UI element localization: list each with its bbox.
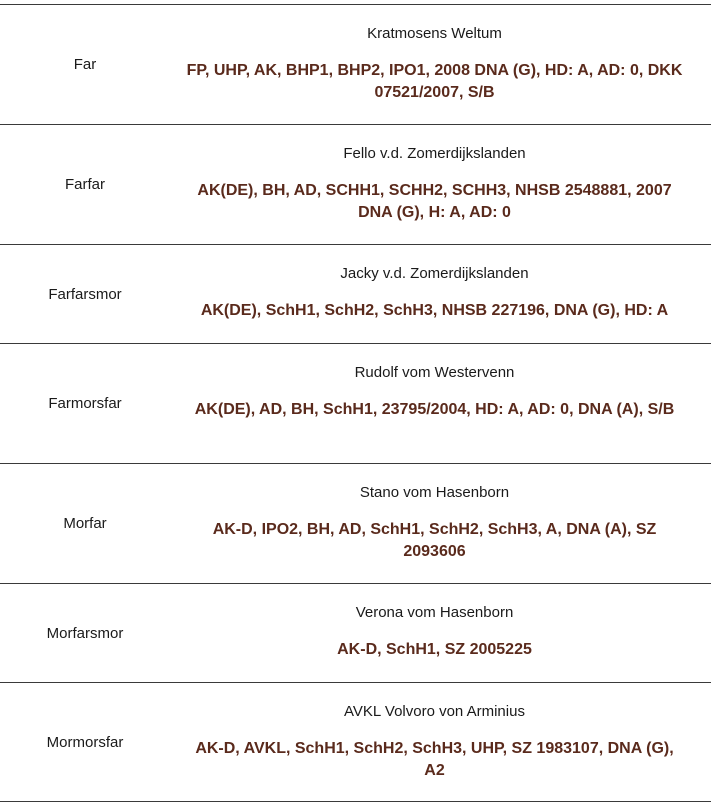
relation-label: Farfar — [64, 176, 105, 193]
relation-label: Morfar — [63, 515, 107, 532]
dog-name: Stano vom Hasenborn — [359, 484, 510, 501]
dog-name: Rudolf vom Westervenn — [354, 364, 515, 381]
dog-details — [170, 245, 711, 343]
dog-details — [170, 464, 711, 583]
dog-details — [170, 584, 711, 682]
dog-titles: AK-D, AVKL, SchH1, SchH2, SchH3, UHP, SZ 1983107, DNA (G), A2 — [195, 740, 674, 779]
dog-titles: FP, UHP, AK, BHP1, BHP2, IPO1, 2008 DNA (G), HD: A, AD: 0, DKK 07521/2007, S/B — [186, 62, 683, 101]
dog-details — [170, 125, 711, 244]
dog-titles: AK-D, IPO2, BH, AD, SchH1, SchH2, SchH3, A, DNA (A), SZ 2093606 — [212, 521, 657, 560]
table-row — [0, 583, 711, 682]
relation-label: Farmorsfar — [48, 395, 122, 412]
dog-details — [170, 683, 711, 801]
dog-details — [170, 344, 711, 463]
dog-name: Jacky v.d. Zomerdijkslanden — [340, 265, 529, 282]
dog-name: Verona vom Hasenborn — [355, 604, 514, 621]
table-row — [0, 124, 711, 244]
dog-details — [170, 5, 711, 124]
table-row — [0, 4, 711, 124]
relation-label: Far — [73, 56, 97, 73]
dog-name: AVKL Volvoro von Arminius — [344, 703, 525, 720]
dog-titles: AK-D, SchH1, SZ 2005225 — [337, 641, 532, 658]
relation-label: Farfarsmor — [48, 285, 122, 303]
relation-label: Mormorsfar — [46, 733, 124, 751]
table-row — [0, 682, 711, 802]
dog-name: Fello v.d. Zomerdijkslanden — [343, 145, 526, 162]
dog-name: Kratmosens Weltum — [367, 25, 502, 42]
pedigree-table — [0, 4, 711, 802]
relation-label: Morfarsmor — [46, 624, 124, 642]
dog-titles: AK(DE), AD, BH, SchH1, 23795/2004, HD: A, AD: 0, DNA (A), S/B — [194, 401, 675, 418]
dog-titles: AK(DE), SchH1, SchH2, SchH3, NHSB 227196, DNA (G), HD: A — [200, 302, 669, 319]
table-row — [0, 463, 711, 583]
table-row — [0, 244, 711, 343]
table-row — [0, 343, 711, 463]
dog-titles: AK(DE), BH, AD, SCHH1, SCHH2, SCHH3, NHSB 2548881, 2007 DNA (G), H: A, AD: 0 — [197, 182, 672, 221]
